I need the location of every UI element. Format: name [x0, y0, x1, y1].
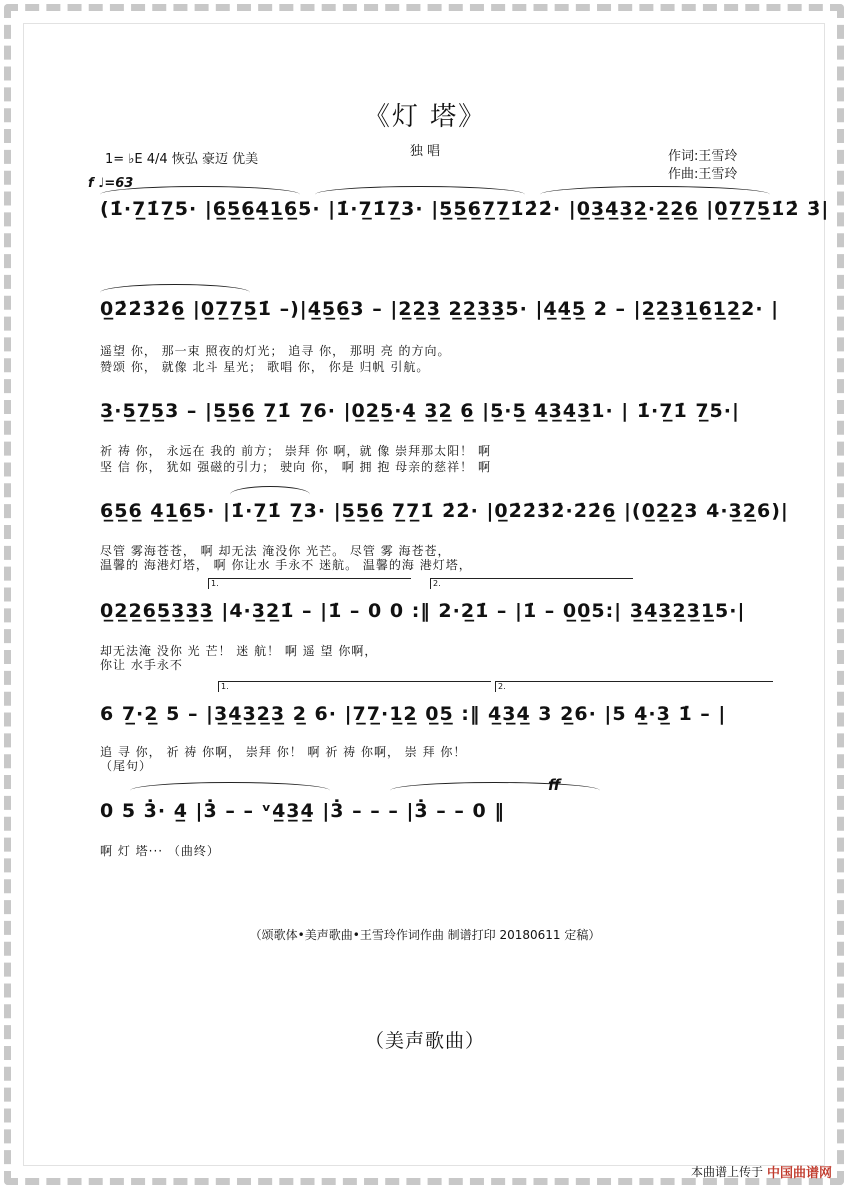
volta-1: 1.	[218, 681, 491, 692]
dynamic-ff: ff	[548, 776, 561, 794]
lyric-verse-1: 尽管 雾海苍苍， 啊 却无法 淹没你 光芒。 尽管 雾 海苍苍，	[100, 544, 451, 558]
lyric-verse-2: 坚 信 你， 犹如 强磁的引力； 驶向 你， 啊 拥 抱 母亲的慈祥！ 啊	[100, 460, 491, 474]
volta-2: 2.	[495, 681, 773, 692]
volta-2: 2.	[430, 578, 633, 589]
tempo-marking: f ♩=63	[88, 176, 134, 191]
song-title: 《灯 塔》	[363, 102, 487, 132]
lyric-verse-1: 啊 灯 塔··· （曲终）	[100, 844, 220, 858]
site-logo[interactable]: 中国曲谱网	[766, 1166, 832, 1181]
lyric-verse-1: 追 寻 你， 祈 祷 你啊， 崇拜 你！ 啊 祈 祷 你啊， 崇 拜 你！	[100, 745, 467, 759]
key-signature: 1= ♭E 4/4 恢弘 豪迈 优美	[105, 152, 259, 167]
notation-line: 0̲2̲2̲6̲5̲3̲3̲3̲ |4·3̲2̲1̇ – |1̇ – 0 0 :‖ 2·2̲1̇ – |1̇ – 0̲0̲5:| 3̲4̲3̲2̲3̲1̲5·|	[100, 600, 746, 622]
notation-line: 3̲·5̲7̲5̲3 – |5̲5̲6̲ 7̲1̇ 7̲6· |0̲2̲5̲·4̲ 3̲2̲ 6̲ |5̲·5̲ 4̲3̲4̲3̲1· | 1̇·7̲1̇ 7̲5·|	[100, 400, 740, 422]
upload-credit	[691, 1162, 832, 1181]
notation-line: 0̲2̇2̇3̇2̇6̲ |0̲7̲7̲5̲1̇ –)|4̲5̲6̲3 – |2̲2̲3̲ 2̲2̲3̲3̲5· |4̲4̲5̲ 2 – |2̲2̲3̲1̲6̲1̲2̲2· |	[100, 298, 780, 320]
lyric-verse-2: 赞颂 你， 就像 北斗 星光； 歌唱 你， 你是 归帆 引航。	[100, 360, 430, 374]
genre-label: （美声歌曲）	[364, 1030, 485, 1052]
lyric-verse-2: 你让 水手永不	[100, 658, 183, 672]
notation-line: 6̲5̲6̲ 4̲1̲6̲5· |1̇·7̲1̇ 7̲3· |5̲5̲6̲ 7̲7̲1̇ 2̇2̇· |0̲2̇2̇3̇2̇·2̇2̇6̲ |(0̲2̲2̲3 4·3̲2̲6)|	[100, 500, 789, 522]
slur	[130, 782, 330, 799]
lyric-verse-1: 却无法淹 没你 光 芒！ 迷 航！ 啊 遥 望 你啊，	[100, 644, 378, 658]
volta-1: 1.	[208, 578, 411, 589]
end-phrase-note: （尾句）	[100, 759, 153, 773]
performance-type: 独 唱	[409, 144, 441, 159]
notation-line: (1̇·7̲1̇7̲5· |6̲5̲6̲4̲1̲6̲5· |1̇·7̲1̇7̲3· |5̲5̲6̲7̲7̲1̇2̇2̇· |0̲3̲4̲3̲2̲·2̲2̲6̲ |0̲7̲7̲5̲1̇2̇ 3̇|	[100, 198, 830, 220]
slur	[390, 782, 600, 799]
notation-line: 6 7̲·2̲ 5 – |3̲4̲3̲2̲3̲ 2̲ 6· |7̲7̲·1̲2̲ 0̲5̲ :‖ 4̲3̲4̲ 3 2̲6· |5 4̲·3̲ 1̇ – |	[100, 703, 727, 725]
lyric-verse-2: 温馨的 海港灯塔， 啊 你让水 手永不 迷航。 温馨的海 港灯塔，	[100, 558, 472, 572]
score-footnote: （颂歌体•美声歌曲•王雪玲作词作曲 制谱打印 20180611 定稿）	[249, 928, 601, 942]
upload-text: 本曲谱上传于	[690, 1165, 763, 1179]
lyric-verse-1: 祈 祷 你， 永远在 我的 前方； 崇拜 你 啊，就 像 崇拜那太阳！ 啊	[100, 444, 491, 458]
credits	[668, 148, 737, 184]
notation-line: 0 5 3̇· 4̲ |3̇ – – ᵛ4̲3̲4̲ |3̇ – – – |3̇ – – 0 ‖	[100, 800, 505, 822]
lyricist: 作词:王雪玲	[668, 149, 738, 164]
composer: 作曲:王雪玲	[668, 167, 738, 182]
lyric-verse-1: 遥望 你， 那一束 照夜的灯光； 追寻 你， 那明 亮 的方向。	[100, 344, 451, 358]
